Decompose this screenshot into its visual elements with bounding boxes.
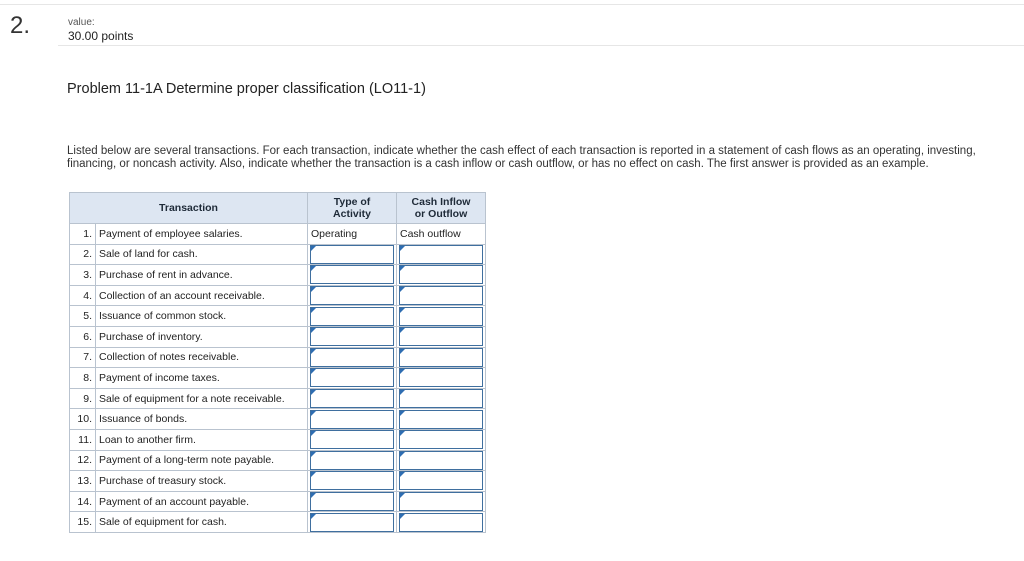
activity-type-input[interactable] [310, 389, 394, 408]
table-row [70, 450, 486, 471]
dropdown-corner-icon [311, 349, 316, 354]
cash-flow-cell [397, 388, 486, 409]
activity-type-cell [308, 409, 397, 430]
activity-type-cell [308, 368, 397, 389]
value-points: 30.00 points [68, 29, 134, 43]
table-row [70, 512, 486, 533]
activity-type-cell [308, 388, 397, 409]
cash-flow-input[interactable] [399, 389, 483, 408]
cash-flow-cell [397, 450, 486, 471]
activity-type-input[interactable] [310, 513, 394, 532]
row-number: 7. [70, 347, 96, 368]
activity-type-cell [308, 244, 397, 265]
header-type-of-activity [308, 193, 397, 224]
activity-type-cell [308, 347, 397, 368]
header-divider [58, 45, 1024, 46]
table-row [70, 429, 486, 450]
activity-type-cell [308, 265, 397, 286]
row-number: 6. [70, 326, 96, 347]
cash-flow-cell [397, 244, 486, 265]
row-number: 14. [70, 491, 96, 512]
dropdown-corner-icon [311, 472, 316, 477]
activity-type-cell [308, 471, 397, 492]
transaction-description: Collection of an account receivable. [96, 285, 308, 306]
row-number: 9. [70, 388, 96, 409]
cash-flow-cell [397, 471, 486, 492]
cash-flow-input[interactable] [399, 410, 483, 429]
activity-type-value: Operating [308, 224, 397, 245]
cash-flow-cell [397, 347, 486, 368]
cash-flow-cell [397, 429, 486, 450]
cash-flow-input[interactable] [399, 348, 483, 367]
dropdown-corner-icon [400, 287, 405, 292]
transactions-body [70, 224, 486, 533]
problem-instructions: Listed below are several transactions. For each transaction, indicate whether the cash effect of each transaction is reported in a statement of cash flows as an operating, investing, financing, or noncash activity. Also, indicate whether the transaction is a cash inflow or cash outflow, or has no effect on cash. The first answer is provided as an example. [67, 145, 976, 170]
dropdown-corner-icon [400, 369, 405, 374]
dropdown-corner-icon [400, 411, 405, 416]
transaction-description: Sale of equipment for cash. [96, 512, 308, 533]
activity-type-input[interactable] [310, 368, 394, 387]
activity-type-input[interactable] [310, 327, 394, 346]
activity-type-cell [308, 429, 397, 450]
table-row [70, 244, 486, 265]
transaction-description: Collection of notes receivable. [96, 347, 308, 368]
cash-flow-input[interactable] [399, 327, 483, 346]
cash-flow-cell [397, 491, 486, 512]
activity-type-input[interactable] [310, 245, 394, 264]
cash-flow-cell [397, 409, 486, 430]
table-row [70, 491, 486, 512]
dropdown-corner-icon [311, 514, 316, 519]
transaction-description: Sale of land for cash. [96, 244, 308, 265]
cash-flow-input[interactable] [399, 368, 483, 387]
dropdown-corner-icon [400, 452, 405, 457]
cash-flow-input[interactable] [399, 471, 483, 490]
transaction-description: Purchase of rent in advance. [96, 265, 308, 286]
cash-flow-input[interactable] [399, 286, 483, 305]
dropdown-corner-icon [400, 493, 405, 498]
activity-type-input[interactable] [310, 410, 394, 429]
dropdown-corner-icon [400, 472, 405, 477]
activity-type-cell [308, 491, 397, 512]
row-number: 10. [70, 409, 96, 430]
row-number: 15. [70, 512, 96, 533]
table-row [70, 326, 486, 347]
cash-flow-cell [397, 326, 486, 347]
table-row [70, 306, 486, 327]
cash-flow-input[interactable] [399, 307, 483, 326]
activity-type-cell [308, 326, 397, 347]
dropdown-corner-icon [400, 328, 405, 333]
transaction-description: Issuance of common stock. [96, 306, 308, 327]
cash-flow-input[interactable] [399, 430, 483, 449]
table-row [70, 368, 486, 389]
dropdown-corner-icon [311, 369, 316, 374]
row-number: 8. [70, 368, 96, 389]
cash-flow-input[interactable] [399, 451, 483, 470]
table-row [70, 409, 486, 430]
table-row [70, 347, 486, 368]
activity-type-input[interactable] [310, 471, 394, 490]
dropdown-corner-icon [400, 514, 405, 519]
activity-type-cell [308, 512, 397, 533]
cash-flow-cell [397, 306, 486, 327]
transaction-description: Loan to another firm. [96, 429, 308, 450]
row-number: 1. [70, 224, 96, 245]
activity-type-input[interactable] [310, 286, 394, 305]
header-transaction: Transaction [70, 193, 308, 224]
dropdown-corner-icon [400, 431, 405, 436]
row-number: 5. [70, 306, 96, 327]
dropdown-corner-icon [311, 431, 316, 436]
cash-flow-cell [397, 285, 486, 306]
header-flow-label: Cash Inflow or Outflow [411, 196, 471, 220]
dropdown-corner-icon [311, 328, 316, 333]
row-number: 2. [70, 244, 96, 265]
row-number: 12. [70, 450, 96, 471]
row-number: 3. [70, 265, 96, 286]
cash-flow-input[interactable] [399, 245, 483, 264]
transaction-description: Issuance of bonds. [96, 409, 308, 430]
cash-flow-cell [397, 512, 486, 533]
table-row [70, 471, 486, 492]
dropdown-corner-icon [311, 246, 316, 251]
dropdown-corner-icon [400, 308, 405, 313]
table-row [70, 388, 486, 409]
transaction-description: Payment of a long-term note payable. [96, 450, 308, 471]
activity-type-input[interactable] [310, 430, 394, 449]
cash-flow-cell [397, 265, 486, 286]
transaction-description: Sale of equipment for a note receivable. [96, 388, 308, 409]
dropdown-corner-icon [311, 308, 316, 313]
row-number: 13. [70, 471, 96, 492]
activity-type-input[interactable] [310, 265, 394, 284]
dropdown-corner-icon [400, 266, 405, 271]
activity-type-input[interactable] [310, 451, 394, 470]
table-row [70, 224, 486, 245]
row-number: 11. [70, 429, 96, 450]
cash-flow-value: Cash outflow [397, 224, 486, 245]
dropdown-corner-icon [400, 246, 405, 251]
activity-type-input[interactable] [310, 492, 394, 511]
dropdown-corner-icon [311, 266, 316, 271]
value-label: value: [68, 17, 95, 28]
problem-title: Problem 11-1A Determine proper classification (LO11-1) [67, 81, 426, 97]
transactions-table [69, 192, 486, 533]
cash-flow-input[interactable] [399, 513, 483, 532]
transaction-description: Purchase of inventory. [96, 326, 308, 347]
dropdown-corner-icon [311, 493, 316, 498]
transaction-description: Payment of an account payable. [96, 491, 308, 512]
activity-type-cell [308, 306, 397, 327]
table-row [70, 285, 486, 306]
dropdown-corner-icon [311, 452, 316, 457]
dropdown-corner-icon [400, 349, 405, 354]
cash-flow-input[interactable] [399, 492, 483, 511]
header-cash-inflow-outflow [397, 193, 486, 224]
transaction-description: Purchase of treasury stock. [96, 471, 308, 492]
row-number: 4. [70, 285, 96, 306]
transaction-description: Payment of employee salaries. [96, 224, 308, 245]
activity-type-input[interactable] [310, 348, 394, 367]
activity-type-cell [308, 450, 397, 471]
dropdown-corner-icon [311, 287, 316, 292]
dropdown-corner-icon [311, 390, 316, 395]
dropdown-corner-icon [400, 390, 405, 395]
header-type-label: Type of Activity [333, 196, 371, 220]
top-divider [0, 4, 1024, 5]
table-row [70, 265, 486, 286]
cash-flow-cell [397, 368, 486, 389]
cash-flow-input[interactable] [399, 265, 483, 284]
table-header-row [70, 193, 486, 224]
activity-type-input[interactable] [310, 307, 394, 326]
dropdown-corner-icon [311, 411, 316, 416]
activity-type-cell [308, 285, 397, 306]
question-number: 2. [10, 12, 31, 39]
transaction-description: Payment of income taxes. [96, 368, 308, 389]
